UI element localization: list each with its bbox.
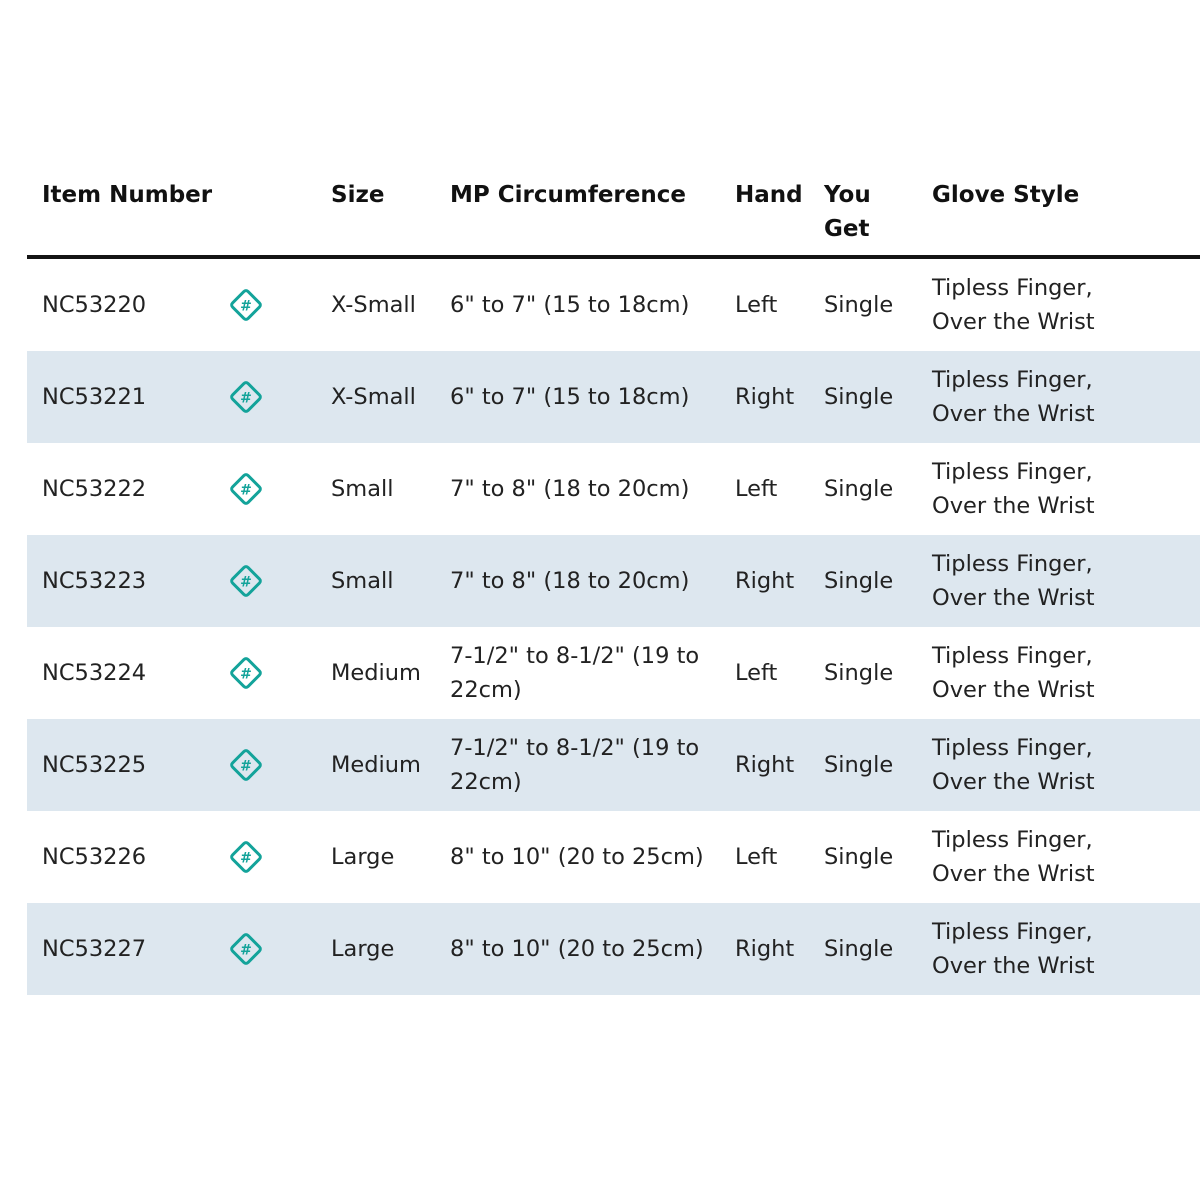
glove-style-cell [932,719,1197,811]
style2-text: Over the Wrist [932,953,1095,979]
mp1-text: 8" to 10" (20 to 25cm) [450,844,704,870]
hand-cell [735,719,820,811]
mp-circumference-cell [450,627,732,719]
mp2-text: 22cm) [450,677,522,703]
hand-text: Right [735,568,795,594]
you-get-cell [824,811,926,903]
mp-circumference-cell [450,259,732,351]
header-hand: Hand [735,182,803,208]
item-number-cell [42,535,222,627]
hand-text: Left [735,476,778,502]
item-number-cell [42,719,222,811]
table-header [27,165,1200,259]
item-number-cell [42,351,222,443]
mp1-text: 6" to 7" (15 to 18cm) [450,384,690,410]
style2-text: Over the Wrist [932,309,1095,335]
item-text: NC53224 [42,660,147,686]
hashtag-diamond-icon [227,443,265,535]
style1-text: Tipless Finger, [932,551,1093,577]
table-body [27,259,1200,995]
hashtag-diamond-icon [227,811,265,903]
mp-circumference-cell [450,535,732,627]
item-text: NC53220 [42,292,147,318]
hashtag-diamond-icon [227,719,265,811]
hand-cell [735,903,820,995]
you-get-cell [824,351,926,443]
you-get-cell [824,719,926,811]
mp2-text: 22cm) [450,769,522,795]
hand-text: Right [735,384,795,410]
size-text: Medium [331,752,421,778]
header-you-get-line2: Get [824,216,870,242]
hand-cell [735,627,820,719]
size-cell [331,627,446,719]
table-row [27,443,1200,535]
item-number-cell [42,903,222,995]
glove-style-cell [932,627,1197,719]
item-number-cell [42,627,222,719]
item-number-cell [42,811,222,903]
hashtag-diamond-icon [227,627,265,719]
item-text: NC53222 [42,476,147,502]
style1-text: Tipless Finger, [932,827,1093,853]
size-cell [331,259,446,351]
header-mp-circumference: MP Circumference [450,182,686,208]
glove-style-cell [932,903,1197,995]
size-text: Medium [331,660,421,686]
get-text: Single [824,476,894,502]
glove-style-cell [932,811,1197,903]
get-text: Single [824,292,894,318]
size-text: Large [331,844,395,870]
style2-text: Over the Wrist [932,401,1095,427]
you-get-cell [824,259,926,351]
style1-text: Tipless Finger, [932,919,1093,945]
glove-style-cell [932,259,1197,351]
table-row [27,351,1200,443]
table-row [27,903,1200,995]
size-text: Large [331,936,395,962]
get-text: Single [824,384,894,410]
style1-text: Tipless Finger, [932,643,1093,669]
you-get-cell [824,443,926,535]
hand-text: Right [735,752,795,778]
size-text: Small [331,568,394,594]
table-row [27,259,1200,351]
style2-text: Over the Wrist [932,585,1095,611]
get-text: Single [824,936,894,962]
hashtag-diamond-icon [227,259,265,351]
get-text: Single [824,752,894,778]
mp1-text: 6" to 7" (15 to 18cm) [450,292,690,318]
header-item-number: Item Number [42,182,213,208]
glove-style-cell [932,351,1197,443]
style2-text: Over the Wrist [932,769,1095,795]
size-cell [331,811,446,903]
size-text: Small [331,476,394,502]
hand-cell [735,259,820,351]
style2-text: Over the Wrist [932,861,1095,887]
mp-circumference-cell [450,443,732,535]
mp-circumference-cell [450,811,732,903]
item-number-cell [42,259,222,351]
size-cell [331,443,446,535]
style1-text: Tipless Finger, [932,367,1093,393]
get-text: Single [824,844,894,870]
you-get-cell [824,903,926,995]
get-text: Single [824,660,894,686]
hand-cell [735,351,820,443]
hand-cell [735,811,820,903]
mp-circumference-cell [450,903,732,995]
svg-text:#: # [240,574,252,591]
mp1-text: 7-1/2" to 8-1/2" (19 to [450,643,700,669]
size-text: X-Small [331,384,416,410]
table-row [27,535,1200,627]
svg-text:#: # [240,390,252,407]
style1-text: Tipless Finger, [932,459,1093,485]
svg-text:#: # [240,298,252,315]
table-row [27,719,1200,811]
hand-text: Left [735,292,778,318]
mp1-text: 7" to 8" (18 to 20cm) [450,476,690,502]
hand-cell [735,443,820,535]
style2-text: Over the Wrist [932,493,1095,519]
hashtag-diamond-icon [227,351,265,443]
mp1-text: 8" to 10" (20 to 25cm) [450,936,704,962]
hand-cell [735,535,820,627]
svg-text:#: # [240,666,252,683]
style1-text: Tipless Finger, [932,735,1093,761]
table-row [27,811,1200,903]
hand-text: Right [735,936,795,962]
item-text: NC53226 [42,844,147,870]
svg-text:#: # [240,942,252,959]
item-text: NC53227 [42,936,147,962]
header-you-get [824,178,914,246]
header-size: Size [331,182,385,208]
size-cell [331,535,446,627]
style2-text: Over the Wrist [932,677,1095,703]
mp-circumference-cell [450,719,732,811]
mp1-text: 7-1/2" to 8-1/2" (19 to [450,735,700,761]
glove-style-cell [932,535,1197,627]
size-cell [331,351,446,443]
get-text: Single [824,568,894,594]
svg-text:#: # [240,482,252,499]
mp-circumference-cell [450,351,732,443]
item-text: NC53225 [42,752,147,778]
item-text: NC53223 [42,568,147,594]
you-get-cell [824,627,926,719]
header-you-get-line1: You [824,182,871,208]
style1-text: Tipless Finger, [932,275,1093,301]
hand-text: Left [735,660,778,686]
item-text: NC53221 [42,384,147,410]
hashtag-diamond-icon [227,903,265,995]
you-get-cell [824,535,926,627]
product-size-table [27,165,1200,995]
svg-text:#: # [240,850,252,867]
size-cell [331,719,446,811]
item-number-cell [42,443,222,535]
table-row [27,627,1200,719]
header-glove-style: Glove Style [932,182,1080,208]
svg-text:#: # [240,758,252,775]
hand-text: Left [735,844,778,870]
size-cell [331,903,446,995]
hashtag-diamond-icon [227,535,265,627]
mp1-text: 7" to 8" (18 to 20cm) [450,568,690,594]
glove-style-cell [932,443,1197,535]
size-text: X-Small [331,292,416,318]
